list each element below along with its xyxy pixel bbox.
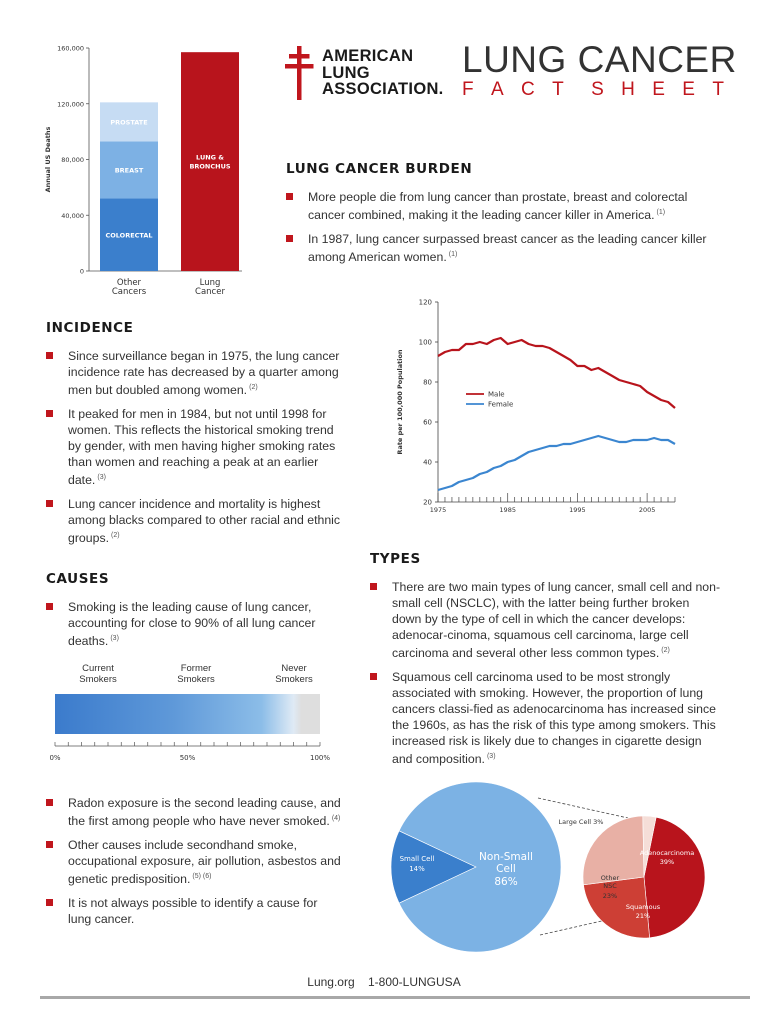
bullet-item — [46, 795, 344, 829]
citation-ref: (2) — [661, 647, 670, 654]
y-tick-label: 80 — [423, 378, 432, 387]
subtitle-letter: T — [552, 79, 564, 100]
org-name-line-2: LUNG — [322, 63, 370, 82]
slice-pct-other-nsc: 23% — [602, 892, 618, 900]
bullet-item — [46, 837, 344, 887]
x-tick-label: 1975 — [429, 506, 447, 514]
scale-tick-label: 100% — [309, 754, 331, 762]
scale-tick-label: 0% — [49, 754, 61, 762]
y-tick-label: 100 — [418, 338, 432, 347]
slice-label-non-small-cell: Non-Small — [479, 851, 533, 863]
subtitle-letter: C — [521, 79, 535, 100]
slice-label-squamous: Squamous — [625, 903, 661, 911]
bullet-text: Radon exposure is the second leading cause, and the first among people who have never smoked. — [68, 796, 341, 829]
bullet-item — [370, 669, 722, 767]
page-subtitle — [462, 79, 724, 101]
slice-pct-adenocarcinoma: 39% — [659, 858, 675, 866]
y-tick-label: 40 — [423, 458, 432, 467]
bullet-item — [46, 599, 344, 649]
slice-label-other-nsc: NSC — [603, 882, 617, 890]
organization-name — [322, 48, 444, 98]
bullet-text: Since surveillance began in 1975, the lung cancer incidence rate has decreased by a quarter among men but doubled among women. — [68, 349, 340, 398]
slice-pct-non-small-cell: 86% — [494, 876, 518, 888]
causes-bullets-top — [46, 599, 344, 657]
bullet-item — [46, 895, 344, 927]
slice-label-small-cell: Small Cell — [399, 855, 435, 863]
citation-ref: (1) — [448, 251, 458, 259]
page-title: LUNG CANCER — [462, 39, 737, 80]
x-category-label: Other — [116, 278, 142, 288]
x-category-label: Cancer — [195, 287, 225, 297]
lung-association-cross-logo — [284, 44, 314, 102]
subtitle-letter: H — [621, 79, 635, 100]
types-heading: TYPES — [370, 551, 421, 567]
x-tick-label: 1985 — [499, 506, 516, 514]
incidence-line-chart — [388, 290, 688, 525]
footer-rule — [40, 996, 750, 999]
series-line-female — [438, 436, 675, 490]
x-tick-label: 2005 — [638, 506, 656, 514]
x-category-label: Lung — [199, 278, 221, 288]
y-axis-label: Rate per 100,000 Population — [396, 349, 404, 455]
org-name-line-1: AMERICAN — [322, 47, 414, 65]
subtitle-letter: E — [652, 79, 665, 100]
never-smokers-label: Never Smokers — [275, 663, 313, 685]
bullet-item — [46, 348, 344, 398]
bar-segment-label: BREAST — [114, 166, 144, 175]
bullet-text: It peaked for men in 1984, but not until 1998 for women. This reflects the historical smoking trend by gender, with men having higher smoking rates than women and reaching a peak at an earlier date. — [68, 407, 336, 488]
subtitle-letter: A — [490, 79, 504, 100]
bullet-text: Squamous cell carcinoma used to be most strongly associated with smoking. However, the proportion of lung cancers classi-fied as adenocarcinoma has increased since the 1960s, as has the risk of this type among smokers. This increased risk is likely due to changes in cigarette design and composition. — [392, 670, 716, 767]
incidence-heading: INCIDENCE — [46, 320, 134, 336]
footer-contact: Lung.org 1-800-LUNGUSA — [307, 975, 461, 989]
citation-ref: (2) — [249, 384, 258, 391]
bullet-text: It is not always possible to identify a cause for lung cancer. — [68, 896, 318, 927]
citation-ref: (3) — [486, 753, 496, 761]
subtitle-letter: T — [712, 79, 724, 100]
y-tick-label: 80,000 — [61, 156, 84, 164]
citation-ref: (2) — [111, 532, 120, 540]
bullet-item — [46, 406, 344, 488]
bullet-text: Smoking is the leading cause of lung cancer, accounting for close to 90% of all lung cancer deaths. — [68, 600, 316, 649]
bullet-item — [370, 579, 722, 661]
y-tick-label: 0 — [79, 267, 84, 276]
citation-ref: (1) — [656, 209, 666, 216]
connector-line — [538, 798, 628, 818]
subtitle-letter: F — [462, 79, 474, 100]
slice-pct-squamous: 21% — [635, 912, 651, 920]
types-bullets — [370, 579, 722, 775]
burden-bullets — [286, 189, 726, 273]
scale-tick-label: 50% — [179, 754, 196, 762]
bullet-text: In 1987, lung cancer surpassed breast cancer as the leading cancer killer among American women. — [308, 232, 707, 265]
citation-ref: (5) (6) — [192, 873, 212, 881]
bullet-item — [286, 231, 726, 265]
y-tick-label: 60 — [423, 418, 432, 427]
legend-label: Female — [488, 400, 514, 409]
smoking-gradient-bar — [55, 694, 320, 734]
incidence-bullets — [46, 348, 344, 554]
bullet-text: Lung cancer incidence and mortality is highest among blacks compared to other racial and ethnic groups. — [68, 497, 341, 546]
bullet-item — [286, 189, 726, 223]
x-category-label: Cancers — [111, 287, 147, 297]
bar-segment-label: COLORECTAL — [105, 231, 153, 240]
slice-label-other-nsc: Other — [600, 874, 620, 882]
subtitle-letter: E — [682, 79, 695, 100]
citation-ref: (4) — [331, 815, 341, 822]
bullet-item — [46, 496, 344, 546]
org-name-line-3: ASSOCIATION. — [322, 80, 444, 98]
y-tick-label: 40,000 — [61, 211, 84, 220]
citation-ref: (3) — [110, 635, 119, 642]
bullet-text: More people die from lung cancer than prostate, breast and colorectal cancer combined, making it the leading cancer killer in America. — [308, 190, 688, 223]
bullet-text: Other causes include secondhand smoke, occupational exposure, air pollution, asbestos and genetic predisposition. — [68, 838, 341, 887]
burden-heading: LUNG CANCER BURDEN — [286, 161, 473, 177]
y-axis-label: Annual US Deaths — [44, 126, 52, 193]
lung-cancer-types-pie-charts — [390, 780, 720, 955]
slice-pct-small-cell: 14% — [409, 865, 425, 873]
bar-segment-label: PROSTATE — [110, 118, 148, 127]
deaths-bar-chart — [40, 40, 270, 305]
causes-bullets-bottom — [46, 795, 344, 935]
causes-heading: CAUSES — [46, 571, 110, 587]
y-tick-label: 120,000 — [57, 100, 84, 109]
current-smokers-label: Current Smokers — [79, 663, 117, 685]
y-tick-label: 160,000 — [57, 44, 84, 53]
bar-segment-label: BRONCHUS — [189, 162, 231, 171]
subtitle-letter: S — [591, 79, 604, 100]
smoking-status-bar — [40, 690, 340, 768]
y-tick-label: 20 — [423, 498, 432, 507]
slice-label-large-cell: Large Cell 3% — [558, 818, 604, 826]
slice-label-adenocarcinoma: Adenocarcinoma — [639, 849, 695, 857]
former-smokers-label: Former Smokers — [177, 663, 215, 685]
legend-label: Male — [488, 390, 505, 399]
bar-segment-label: LUNG & — [196, 153, 224, 162]
series-line-male — [438, 338, 675, 408]
slice-label-non-small-cell: Cell — [496, 863, 516, 875]
x-tick-label: 1995 — [569, 506, 586, 514]
bullet-text: There are two main types of lung cancer, small cell and non-small cell (NSCLC), with the latter being further broken down by the type of cell in which the cancer develops: adenocar-cinoma, squamous cell carcinoma, large cell carcinoma and several other less common types. — [392, 580, 721, 661]
y-tick-label: 120 — [418, 298, 432, 307]
pie-slice-adenocarcinoma — [644, 817, 705, 938]
citation-ref: (3) — [97, 474, 106, 482]
